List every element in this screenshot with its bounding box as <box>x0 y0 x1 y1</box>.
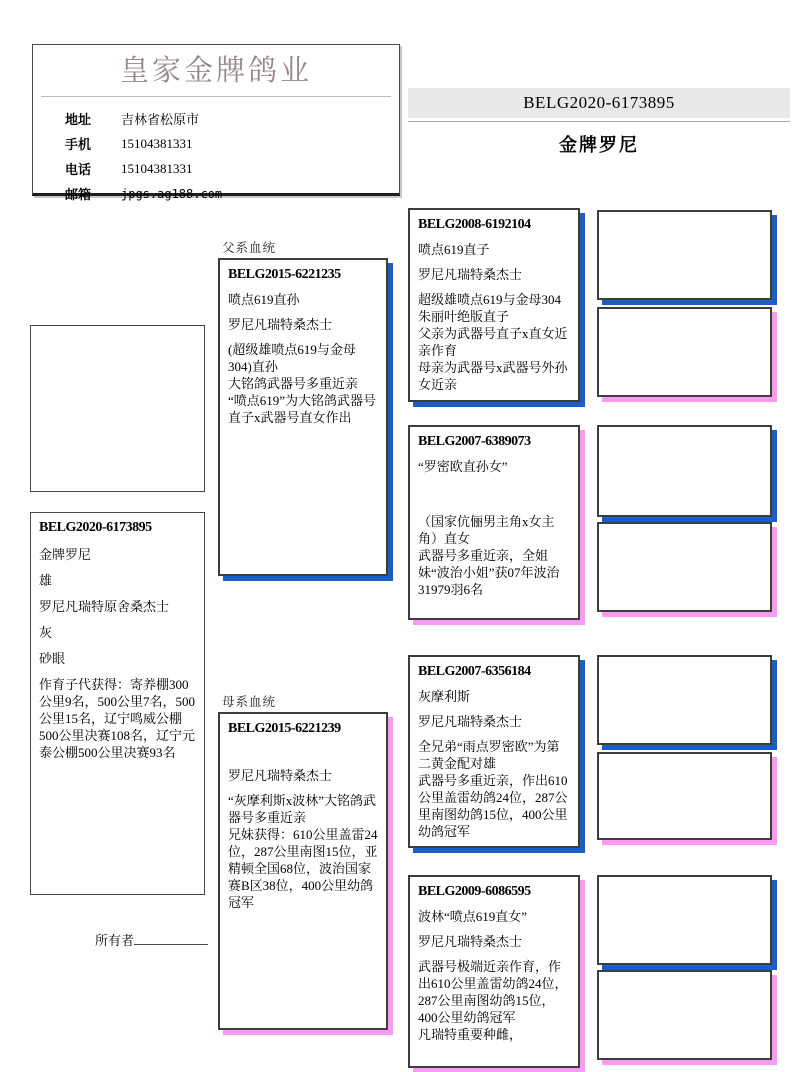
contact-label: 邮箱 <box>65 187 92 202</box>
pedigree-line: 武器号多重近亲，作出610公里盖雷幼鸽24位，287公里南图幼鸽15位，400公里幼鸽冠军 <box>418 773 568 839</box>
pedigree-line: (超级雄喷点619与金母304)直孙 <box>228 342 356 374</box>
photo-placeholder <box>597 210 772 300</box>
subject-eye: 砂眼 <box>39 651 66 666</box>
pedigree-line: “灰摩利斯x波林”大铭鸽武器号多重近亲 <box>228 793 377 825</box>
contact-row-mobile <box>33 131 399 156</box>
subject-info-card <box>30 512 205 895</box>
loft-info-card <box>32 44 400 202</box>
pedigree-line: 武器号多重近亲，全姐妹“波治小姐”获07年波治31979羽6名 <box>418 548 560 597</box>
ring-number-banner <box>408 88 790 118</box>
contact-label: 手机 <box>65 137 92 152</box>
pedigree-line: 凡瑞特重要种雌， <box>418 1027 523 1042</box>
pedigree-line: 武器号极端近亲作育，作出610公里盖雷幼鸽24位，287公里南图幼鸽15位，400公里幼鸽冠军 <box>418 959 568 1025</box>
divider <box>41 96 391 97</box>
pedigree-line: 罗尼凡瑞特桑杰士 <box>418 267 523 282</box>
header-divider <box>408 121 790 122</box>
pedigree-line: 罗尼凡瑞特桑杰士 <box>228 768 333 783</box>
contact-value: 15104381331 <box>121 160 193 176</box>
mother-card <box>218 712 388 1030</box>
subject-sex: 雄 <box>39 573 53 588</box>
photo-placeholder <box>597 307 772 397</box>
pedigree-line: “罗密欧直孙女” <box>418 459 508 474</box>
photo-placeholder <box>597 752 772 840</box>
pedigree-line: 兄妹获得：610公里盖雷24位，287公里南图15位，亚精顿全国68位，波治国家赛B区38位，400公里幼鸽冠军 <box>228 827 378 910</box>
contact-row-address <box>33 106 399 131</box>
contact-rows <box>33 106 399 206</box>
pedigree-line: 波林“喷点619直女” <box>418 909 528 924</box>
pedigree-line: 大铭鸽武器号多重近亲 <box>228 376 359 391</box>
pedigree-line: 喷点619直子 <box>418 242 490 257</box>
photo-placeholder <box>597 875 772 965</box>
gp-ring: BELG2007-6389073 <box>418 434 531 449</box>
pedigree-line: 罗尼凡瑞特桑杰士 <box>228 317 333 332</box>
gp-ring: BELG2009-6086595 <box>418 884 531 899</box>
contact-value: jpgs.ag188.com <box>121 186 223 201</box>
pigeon-name-title: 金牌罗尼 <box>559 135 639 155</box>
pedigree-line: 父亲为武器号直子x直女近亲作育 <box>418 326 568 358</box>
pedigree-line: 罗尼凡瑞特桑杰士 <box>418 934 523 949</box>
pedigree-line: （国家伉俪男主角x女主角）直女 <box>418 514 555 546</box>
contact-value: 15104381331 <box>121 135 193 151</box>
pedigree-line: 超级雄喷点619与金母304朱丽叶绝版直子 <box>418 292 562 324</box>
grandfather-maternal-card <box>408 655 580 848</box>
photo-placeholder <box>597 655 772 745</box>
pedigree-line: 喷点619直孙 <box>228 292 300 307</box>
loft-title: 皇家金牌鸽业 <box>119 55 312 87</box>
pedigree-line: 罗尼凡瑞特桑杰士 <box>418 714 523 729</box>
subject-ring: BELG2020-6173895 <box>39 520 152 535</box>
maternal-section-label: 母系血统 <box>222 695 277 709</box>
photo-placeholder <box>597 970 772 1060</box>
contact-row-email <box>33 181 399 206</box>
owner-label: 所有者 <box>95 933 135 948</box>
photo-placeholder <box>597 522 772 612</box>
contact-value: 吉林省松原市 <box>121 112 200 127</box>
pedigree-line: 母亲为武器号x武器号外孙女近亲 <box>418 360 568 392</box>
subject-name: 金牌罗尼 <box>39 547 92 562</box>
pedigree-line: 灰摩利斯 <box>418 689 471 704</box>
paternal-section-label: 父系血统 <box>222 241 277 255</box>
subject-photo-placeholder <box>30 325 205 492</box>
gp-ring: BELG2007-6356184 <box>418 664 531 679</box>
grandmother-maternal-card <box>408 875 580 1068</box>
spacer <box>418 483 570 513</box>
owner-signature-line <box>134 931 208 945</box>
grandfather-paternal-card <box>408 208 580 402</box>
subject-feather-color: 灰 <box>39 625 53 640</box>
grandmother-paternal-card <box>408 425 580 620</box>
mother-ring: BELG2015-6221239 <box>228 721 341 736</box>
subject-strain: 罗尼凡瑞特原舍桑杰士 <box>39 599 170 614</box>
photo-placeholder <box>597 425 772 517</box>
pedigree-line: “喷点619”为大铭鸽武器号直子x武器号直女作出 <box>228 393 377 425</box>
owner-line <box>95 930 208 949</box>
father-ring: BELG2015-6221235 <box>228 267 341 282</box>
contact-row-phone <box>33 156 399 181</box>
gp-ring: BELG2008-6192104 <box>418 217 531 232</box>
father-card <box>218 258 388 576</box>
spacer <box>228 745 378 767</box>
contact-label: 地址 <box>65 112 92 127</box>
contact-label: 电话 <box>65 162 92 177</box>
pedigree-line: 全兄弟“雨点罗密欧”为第二黄金配对雄 <box>418 739 560 771</box>
ring-number: BELG2020-6173895 <box>523 93 675 112</box>
subject-achievements: 作育子代获得：寄养棚300公里9名，500公里7名，500公里15名，辽宁鸣威公棚500公里决赛108名，辽宁元泰公棚500公里决赛93名 <box>39 677 196 760</box>
